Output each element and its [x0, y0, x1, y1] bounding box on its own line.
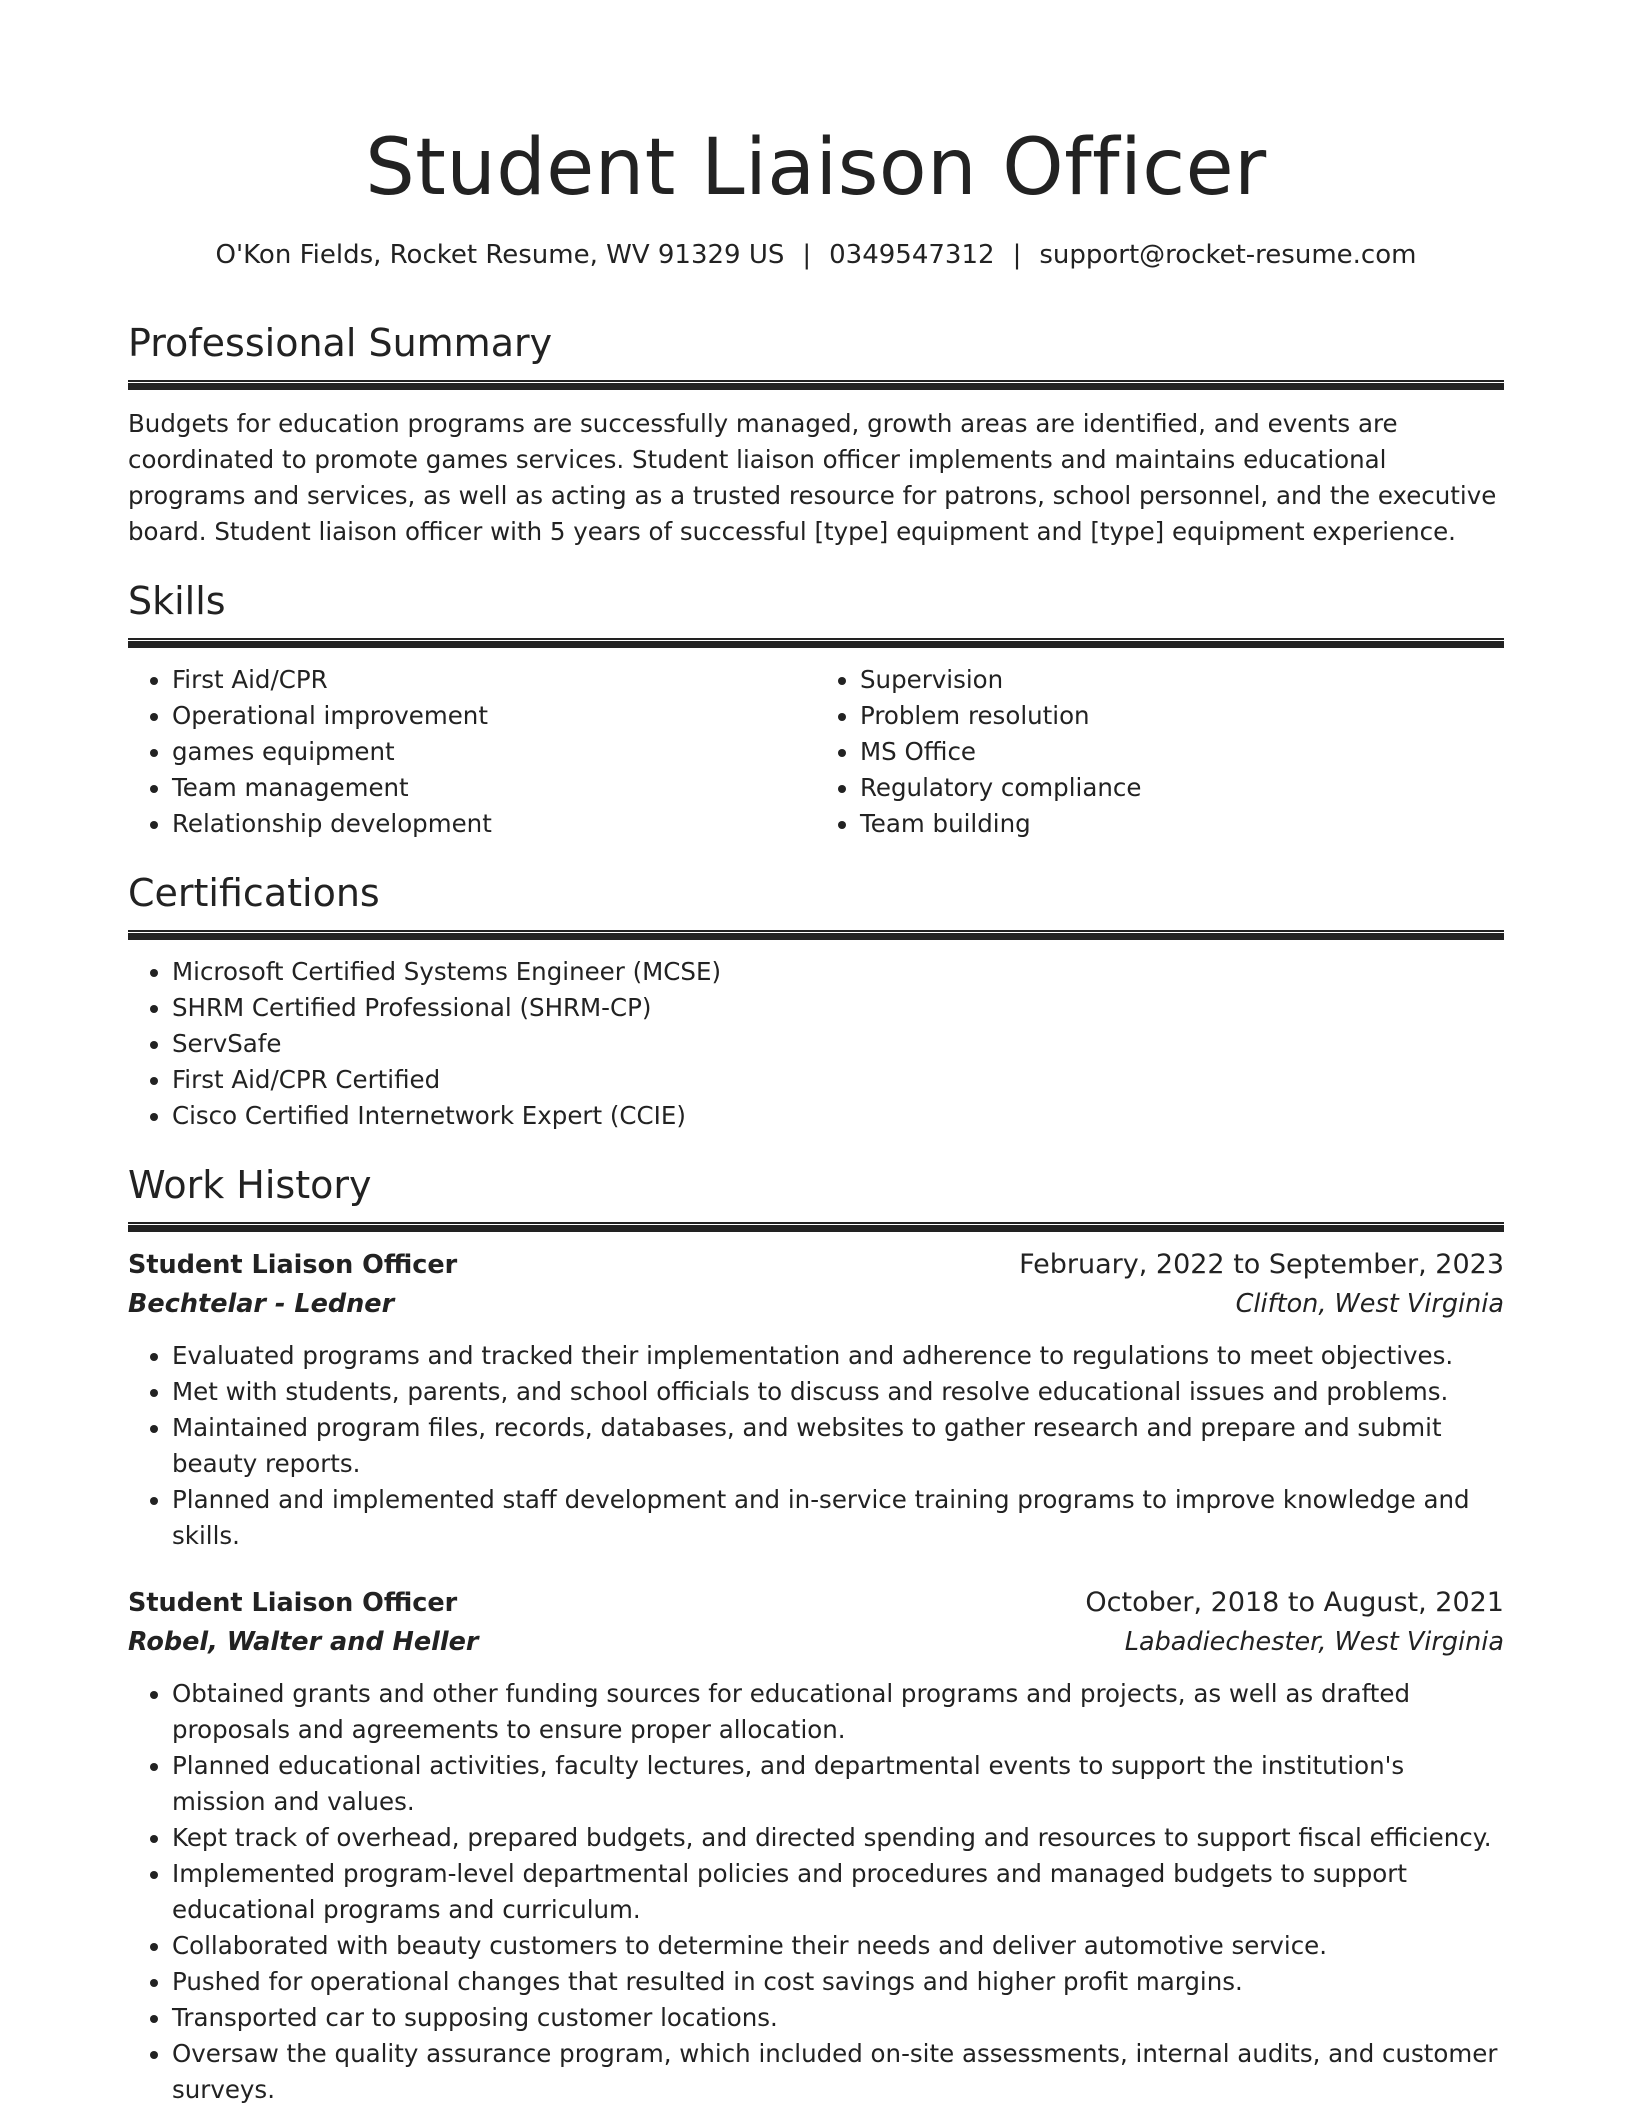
job-dates: October, 2018 to August, 2021: [1085, 1587, 1504, 1618]
section-title-certifications: Certifications: [128, 871, 380, 915]
certification-item: • ServSafe: [172, 1026, 1504, 1062]
skill-item: • Supervision: [860, 662, 1504, 698]
job-header-row: [128, 1246, 1504, 1284]
skill-item: • Regulatory compliance: [860, 770, 1504, 806]
skill-item: • games equipment: [172, 734, 816, 770]
certification-item: • Cisco Certified Internetwork Expert (CCIE): [172, 1098, 1504, 1134]
job-bullet: • Planned and implemented staff development and in-service training programs to improve knowledge and skills.: [172, 1482, 1504, 1554]
contact-address: O'Kon Fields, Rocket Resume, WV 91329 US: [215, 240, 785, 270]
certification-item: • SHRM Certified Professional (SHRM-CP): [172, 990, 1504, 1026]
skill-item: • Operational improvement: [172, 698, 816, 734]
job-title: Student Liaison Officer: [128, 1250, 458, 1280]
job-bullets: [128, 1676, 1504, 2108]
section-divider: [128, 380, 1504, 390]
job-company: Robel, Walter and Heller: [128, 1627, 479, 1657]
job-bullet: • Implemented program-level departmental policies and procedures and managed budgets to support educational programs and curriculum.: [172, 1856, 1504, 1928]
contact-separator: |: [802, 240, 812, 270]
work-history-section: [128, 1160, 1504, 2108]
job-location: Labadiechester, West Virginia: [1124, 1627, 1504, 1657]
section-title-skills: Skills: [128, 579, 226, 623]
job-bullet: • Oversaw the quality assurance program, which included on-site assessments, internal audits, and customer surveys.: [172, 2036, 1504, 2108]
job-bullet: • Collaborated with beauty customers to determine their needs and deliver automotive service.: [172, 1928, 1504, 1964]
contact-email: support@rocket-resume.com: [1039, 240, 1417, 270]
job-bullet: • Maintained program files, records, databases, and websites to gather research and prepare and submit beauty reports.: [172, 1410, 1504, 1482]
job-entry: [128, 1584, 1504, 2108]
job-bullet: • Pushed for operational changes that resulted in cost savings and higher profit margins.: [172, 1964, 1504, 2000]
job-entry: [128, 1246, 1504, 1554]
professional-summary-section: [128, 318, 1504, 550]
section-title-work-history: Work History: [128, 1163, 372, 1207]
resume-name: Student Liaison Officer: [365, 123, 1267, 213]
job-bullets: [128, 1338, 1504, 1554]
job-title: Student Liaison Officer: [128, 1588, 458, 1618]
job-company-row: [128, 1284, 1504, 1324]
skill-item: • Problem resolution: [860, 698, 1504, 734]
skills-grid: [128, 662, 1504, 842]
certification-item: • First Aid/CPR Certified: [172, 1062, 1504, 1098]
certifications-list: [128, 954, 1504, 1134]
job-dates: February, 2022 to September, 2023: [1019, 1249, 1504, 1280]
job-location: Clifton, West Virginia: [1235, 1289, 1504, 1319]
skill-item: • Team management: [172, 770, 816, 806]
summary-paragraph: Budgets for education programs are successfully managed, growth areas are identified, and events are coordinated to promote games services. Student liaison officer implements and maintains educational programs and services, as well as acting as a trusted resource for patrons, school personnel, and the executive board. Student liaison officer with 5 years of successful [type] equipment and [type] equipment experience.: [128, 409, 1497, 546]
job-bullet: • Met with students, parents, and school officials to discuss and resolve educational issues and problems.: [172, 1374, 1504, 1410]
job-bullet: • Obtained grants and other funding sources for educational programs and projects, as well as drafted proposals and agreements to ensure proper allocation.: [172, 1676, 1504, 1748]
contact-separator: |: [1012, 240, 1022, 270]
section-title-summary: Professional Summary: [128, 321, 553, 365]
section-divider: [128, 638, 1504, 648]
job-bullet: • Planned educational activities, faculty lectures, and departmental events to support the institution's mission and values.: [172, 1748, 1504, 1820]
skill-item: • Relationship development: [172, 806, 816, 842]
contact-phone: 0349547312: [829, 240, 995, 270]
certifications-section: [128, 868, 1504, 1134]
contact-line: [128, 238, 1504, 272]
section-divider: [128, 930, 1504, 940]
skills-list-left: [128, 662, 816, 842]
skills-list-right: [816, 662, 1504, 842]
skill-item: • First Aid/CPR: [172, 662, 816, 698]
job-company: Bechtelar - Ledner: [128, 1289, 395, 1319]
job-company-row: [128, 1622, 1504, 1662]
skill-item: • MS Office: [860, 734, 1504, 770]
job-bullet: • Kept track of overhead, prepared budgets, and directed spending and resources to support fiscal efficiency.: [172, 1820, 1504, 1856]
job-bullet: • Transported car to supposing customer locations.: [172, 2000, 1504, 2036]
job-bullet: • Evaluated programs and tracked their implementation and adherence to regulations to meet objectives.: [172, 1338, 1504, 1374]
job-header-row: [128, 1584, 1504, 1622]
skills-section: [128, 576, 1504, 842]
skill-item: • Team building: [860, 806, 1504, 842]
section-divider: [128, 1222, 1504, 1232]
certification-item: • Microsoft Certified Systems Engineer (MCSE): [172, 954, 1504, 990]
